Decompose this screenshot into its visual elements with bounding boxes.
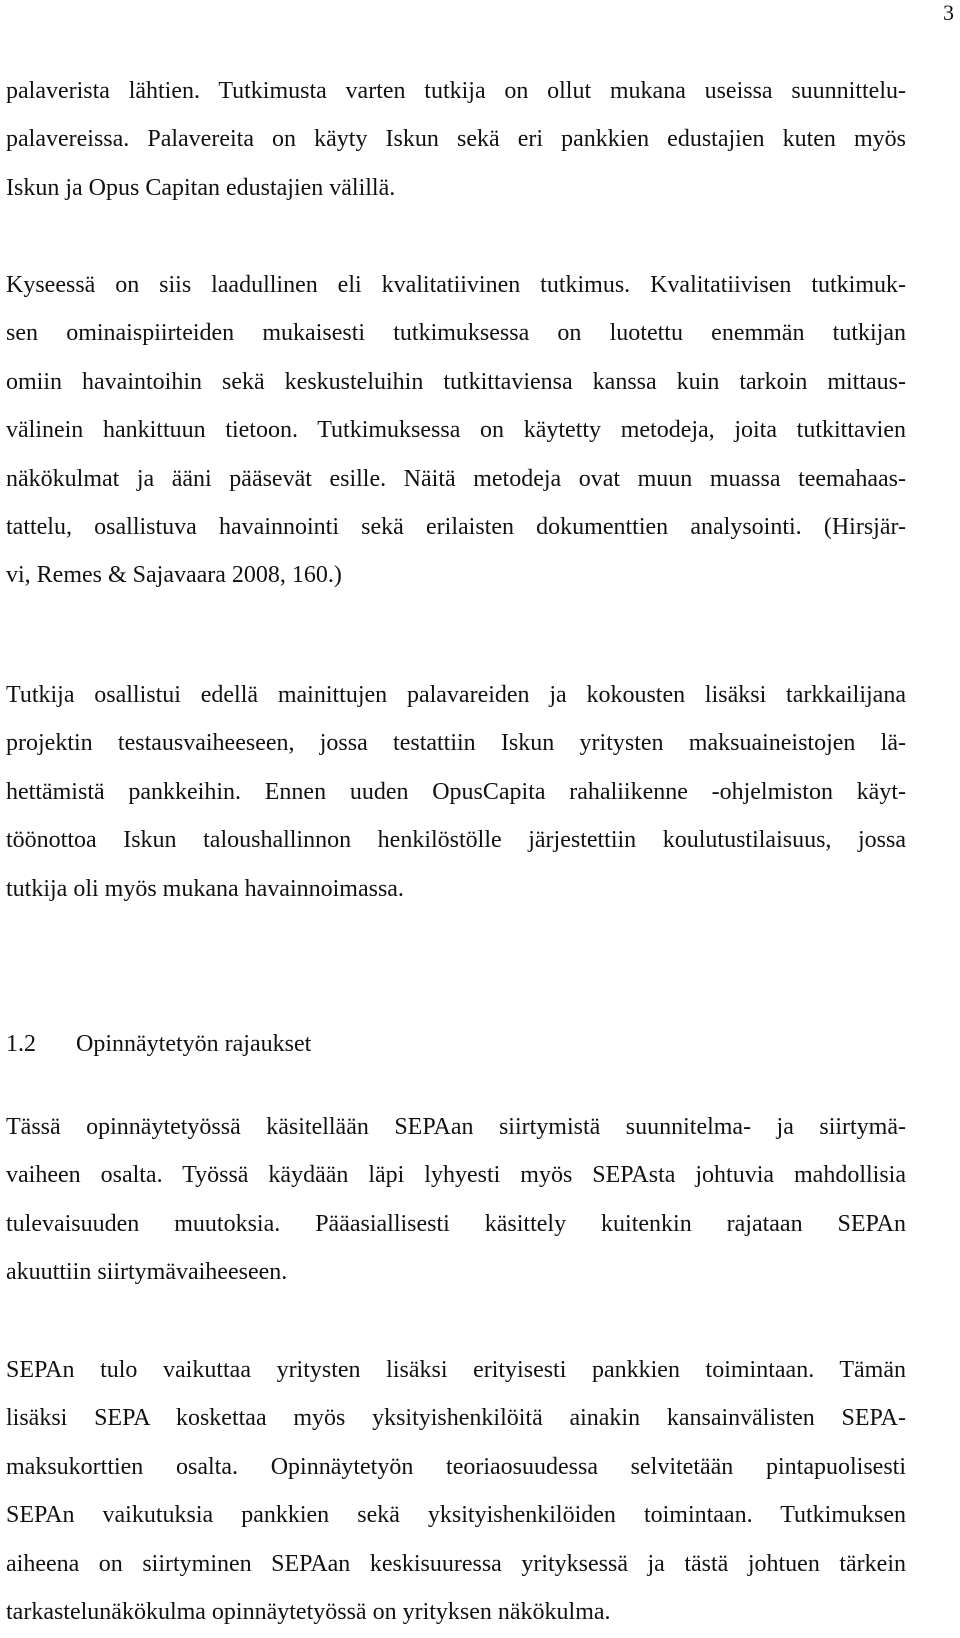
- text-line: maksukorttien osalta. Opinnäytetyön teoriaosuudessa selvitetään pintapuolisesti: [6, 1453, 906, 1480]
- text-line: aiheena on siirtyminen SEPAan keskisuuressa yrityksessä ja tästä johtuen tärkein: [6, 1550, 906, 1577]
- text-line: sen ominaispiirteiden mukaisesti tutkimuksessa on luotettu enemmän tutkijan: [6, 320, 906, 347]
- text-line: SEPAn vaikutuksia pankkien sekä yksityishenkilöiden toimintaan. Tutkimuksen: [6, 1502, 906, 1529]
- text-line: palaverista lähtien. Tutkimusta varten tutkija on ollut mukana useissa suunnittelu-: [6, 78, 906, 104]
- text-line: akuuttiin siirtymävaiheeseen.: [6, 1259, 288, 1286]
- paragraph-1: [6, 67, 906, 212]
- text-line: hettämistä pankkeihin. Ennen uuden OpusCapita rahaliikenne -ohjelmiston käyt-: [6, 778, 906, 805]
- text-line: Tutkija osallistui edellä mainittujen palavareiden ja kokousten lisäksi tarkkailijana: [6, 682, 906, 708]
- paragraph-3: [6, 671, 906, 913]
- text-line: lisäksi SEPA koskettaa myös yksityishenkilöitä ainakin kansainvälisten SEPA-: [6, 1405, 906, 1432]
- text-line: tutkija oli myös mukana havainnoimassa.: [6, 875, 404, 902]
- page-number: 3: [943, 0, 954, 25]
- text-line: Iskun ja Opus Capitan edustajien välillä.: [6, 174, 396, 201]
- text-line: Kyseessä on siis laadullinen eli kvalitatiivinen tutkimus. Kvalitatiivisen tutkimuk-: [6, 272, 906, 298]
- text-line: SEPAn tulo vaikuttaa yritysten lisäksi erityisesti pankkien toimintaan. Tämän: [6, 1357, 906, 1383]
- text-line: välinein hankittuun tietoon. Tutkimuksessa on käytetty metodeja, joita tutkittavien: [6, 417, 906, 444]
- paragraph-5: [6, 1346, 906, 1636]
- text-line: tarkastelunäkökulma opinnäytetyössä on yrityksen näkökulma.: [6, 1599, 611, 1626]
- section-title: Opinnäytetyön rajaukset: [76, 1031, 312, 1057]
- paragraph-2: [6, 261, 906, 600]
- text-line: projektin testausvaiheeseen, jossa testattiin Iskun yritysten maksuaineistojen lä-: [6, 730, 906, 757]
- text-line: tattelu, osallistuva havainnointi sekä erilaisten dokumenttien analysointi. (Hirsjär-: [6, 514, 906, 541]
- text-line: näkökulmat ja ääni pääsevät esille. Näitä metodeja ovat muun muassa teemahaas-: [6, 465, 906, 492]
- text-line: tulevaisuuden muutoksia. Pääasiallisesti käsittely kuitenkin rajataan SEPAn: [6, 1210, 906, 1237]
- section-heading: [6, 1024, 311, 1064]
- text-line: töönottoa Iskun taloushallinnon henkilöstölle järjestettiin koulutustilaisuus, jossa: [6, 827, 906, 854]
- paragraph-4: [6, 1103, 906, 1297]
- text-line: vi, Remes & Sajavaara 2008, 160.): [6, 562, 342, 589]
- text-line: palavereissa. Palavereita on käyty Iskun sekä eri pankkien edustajien kuten myös: [6, 126, 906, 153]
- text-line: omiin havaintoihin sekä keskusteluihin tutkittaviensa kanssa kuin tarkoin mittaus-: [6, 368, 906, 395]
- text-line: vaiheen osalta. Työssä käydään läpi lyhyesti myös SEPAsta johtuvia mahdollisia: [6, 1162, 906, 1189]
- text-line: Tässä opinnäytetyössä käsitellään SEPAan siirtymistä suunnitelma- ja siirtymä-: [6, 1114, 906, 1140]
- section-number: 1.2: [6, 1031, 36, 1057]
